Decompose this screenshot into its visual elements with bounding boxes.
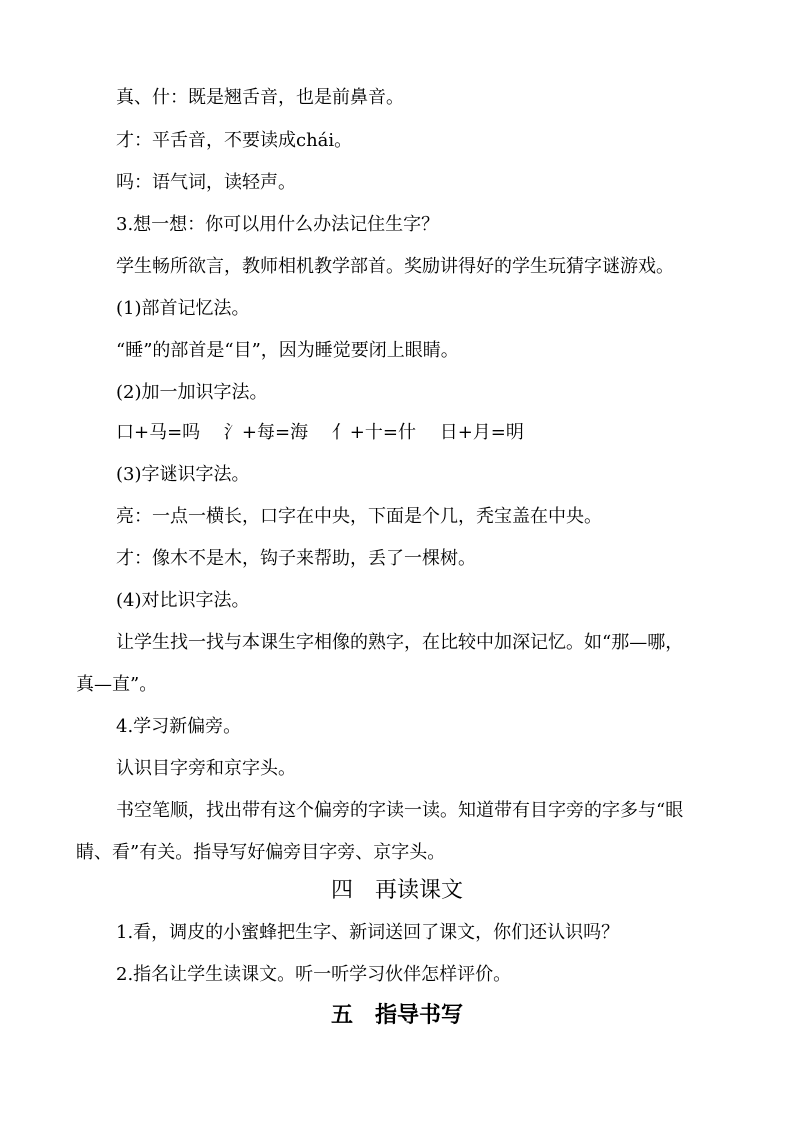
text-line: (1)部首记忆法。 bbox=[116, 298, 250, 319]
text-line: 睛、看”有关。指导写好偏旁目字旁、京字头。 bbox=[76, 842, 446, 863]
text-line: 认识目字旁和京字头。 bbox=[116, 758, 296, 779]
text-line: (2)加一加识字法。 bbox=[116, 382, 268, 403]
formula-item: 亻+十=什 bbox=[331, 422, 416, 443]
text-line: “睡”的部首是“目”，因为睡觉要闭上眼睛。 bbox=[116, 340, 459, 361]
text-line: 真、什：既是翘舌音，也是前鼻音。 bbox=[116, 87, 404, 108]
text-line: 才：像木不是木，钩子来帮助，丢了一棵树。 bbox=[116, 548, 476, 569]
section-heading: 四 再读课文 bbox=[330, 878, 463, 903]
character-formula-line bbox=[116, 420, 542, 446]
text-line: 4.学习新偏旁。 bbox=[116, 716, 242, 737]
section-heading: 五 指导书写 bbox=[330, 1002, 463, 1028]
text-line: 吗：语气词，读轻声。 bbox=[116, 172, 296, 193]
formula-item: 口+马=吗 bbox=[116, 422, 201, 443]
text-line: 让学生找一找与本课生字相像的熟字，在比较中加深记忆。如“那—哪， bbox=[116, 632, 684, 653]
formula-item: 氵+每=海 bbox=[223, 422, 309, 443]
formula-item: 日+月=明 bbox=[439, 422, 524, 443]
text-line: 学生畅所欲言，教师相机教学部首。奖励讲得好的学生玩猜字谜游戏。 bbox=[116, 256, 674, 277]
text-line: 亮：一点一横长，口字在中央，下面是个几，秃宝盖在中央。 bbox=[116, 506, 602, 527]
text-line: 真—直”。 bbox=[76, 674, 158, 695]
text-line: 才：平舌音，不要读成cһái。 bbox=[116, 130, 353, 151]
text-line: 2.指名让学生读课文。听一听学习伙伴怎样评价。 bbox=[116, 964, 512, 985]
text-line: 3.想一想：你可以用什么办法记住生字？ bbox=[116, 214, 440, 235]
text-line: 书空笔顺，找出带有这个偏旁的字读一读。知道带有目字旁的字多与“眼 bbox=[116, 800, 684, 821]
text-line: (3)字谜识字法。 bbox=[116, 464, 250, 485]
text-line: 1.看，调皮的小蜜蜂把生字、新词送回了课文，你们还认识吗？ bbox=[116, 922, 620, 943]
text-line: (4)对比识字法。 bbox=[116, 590, 250, 611]
